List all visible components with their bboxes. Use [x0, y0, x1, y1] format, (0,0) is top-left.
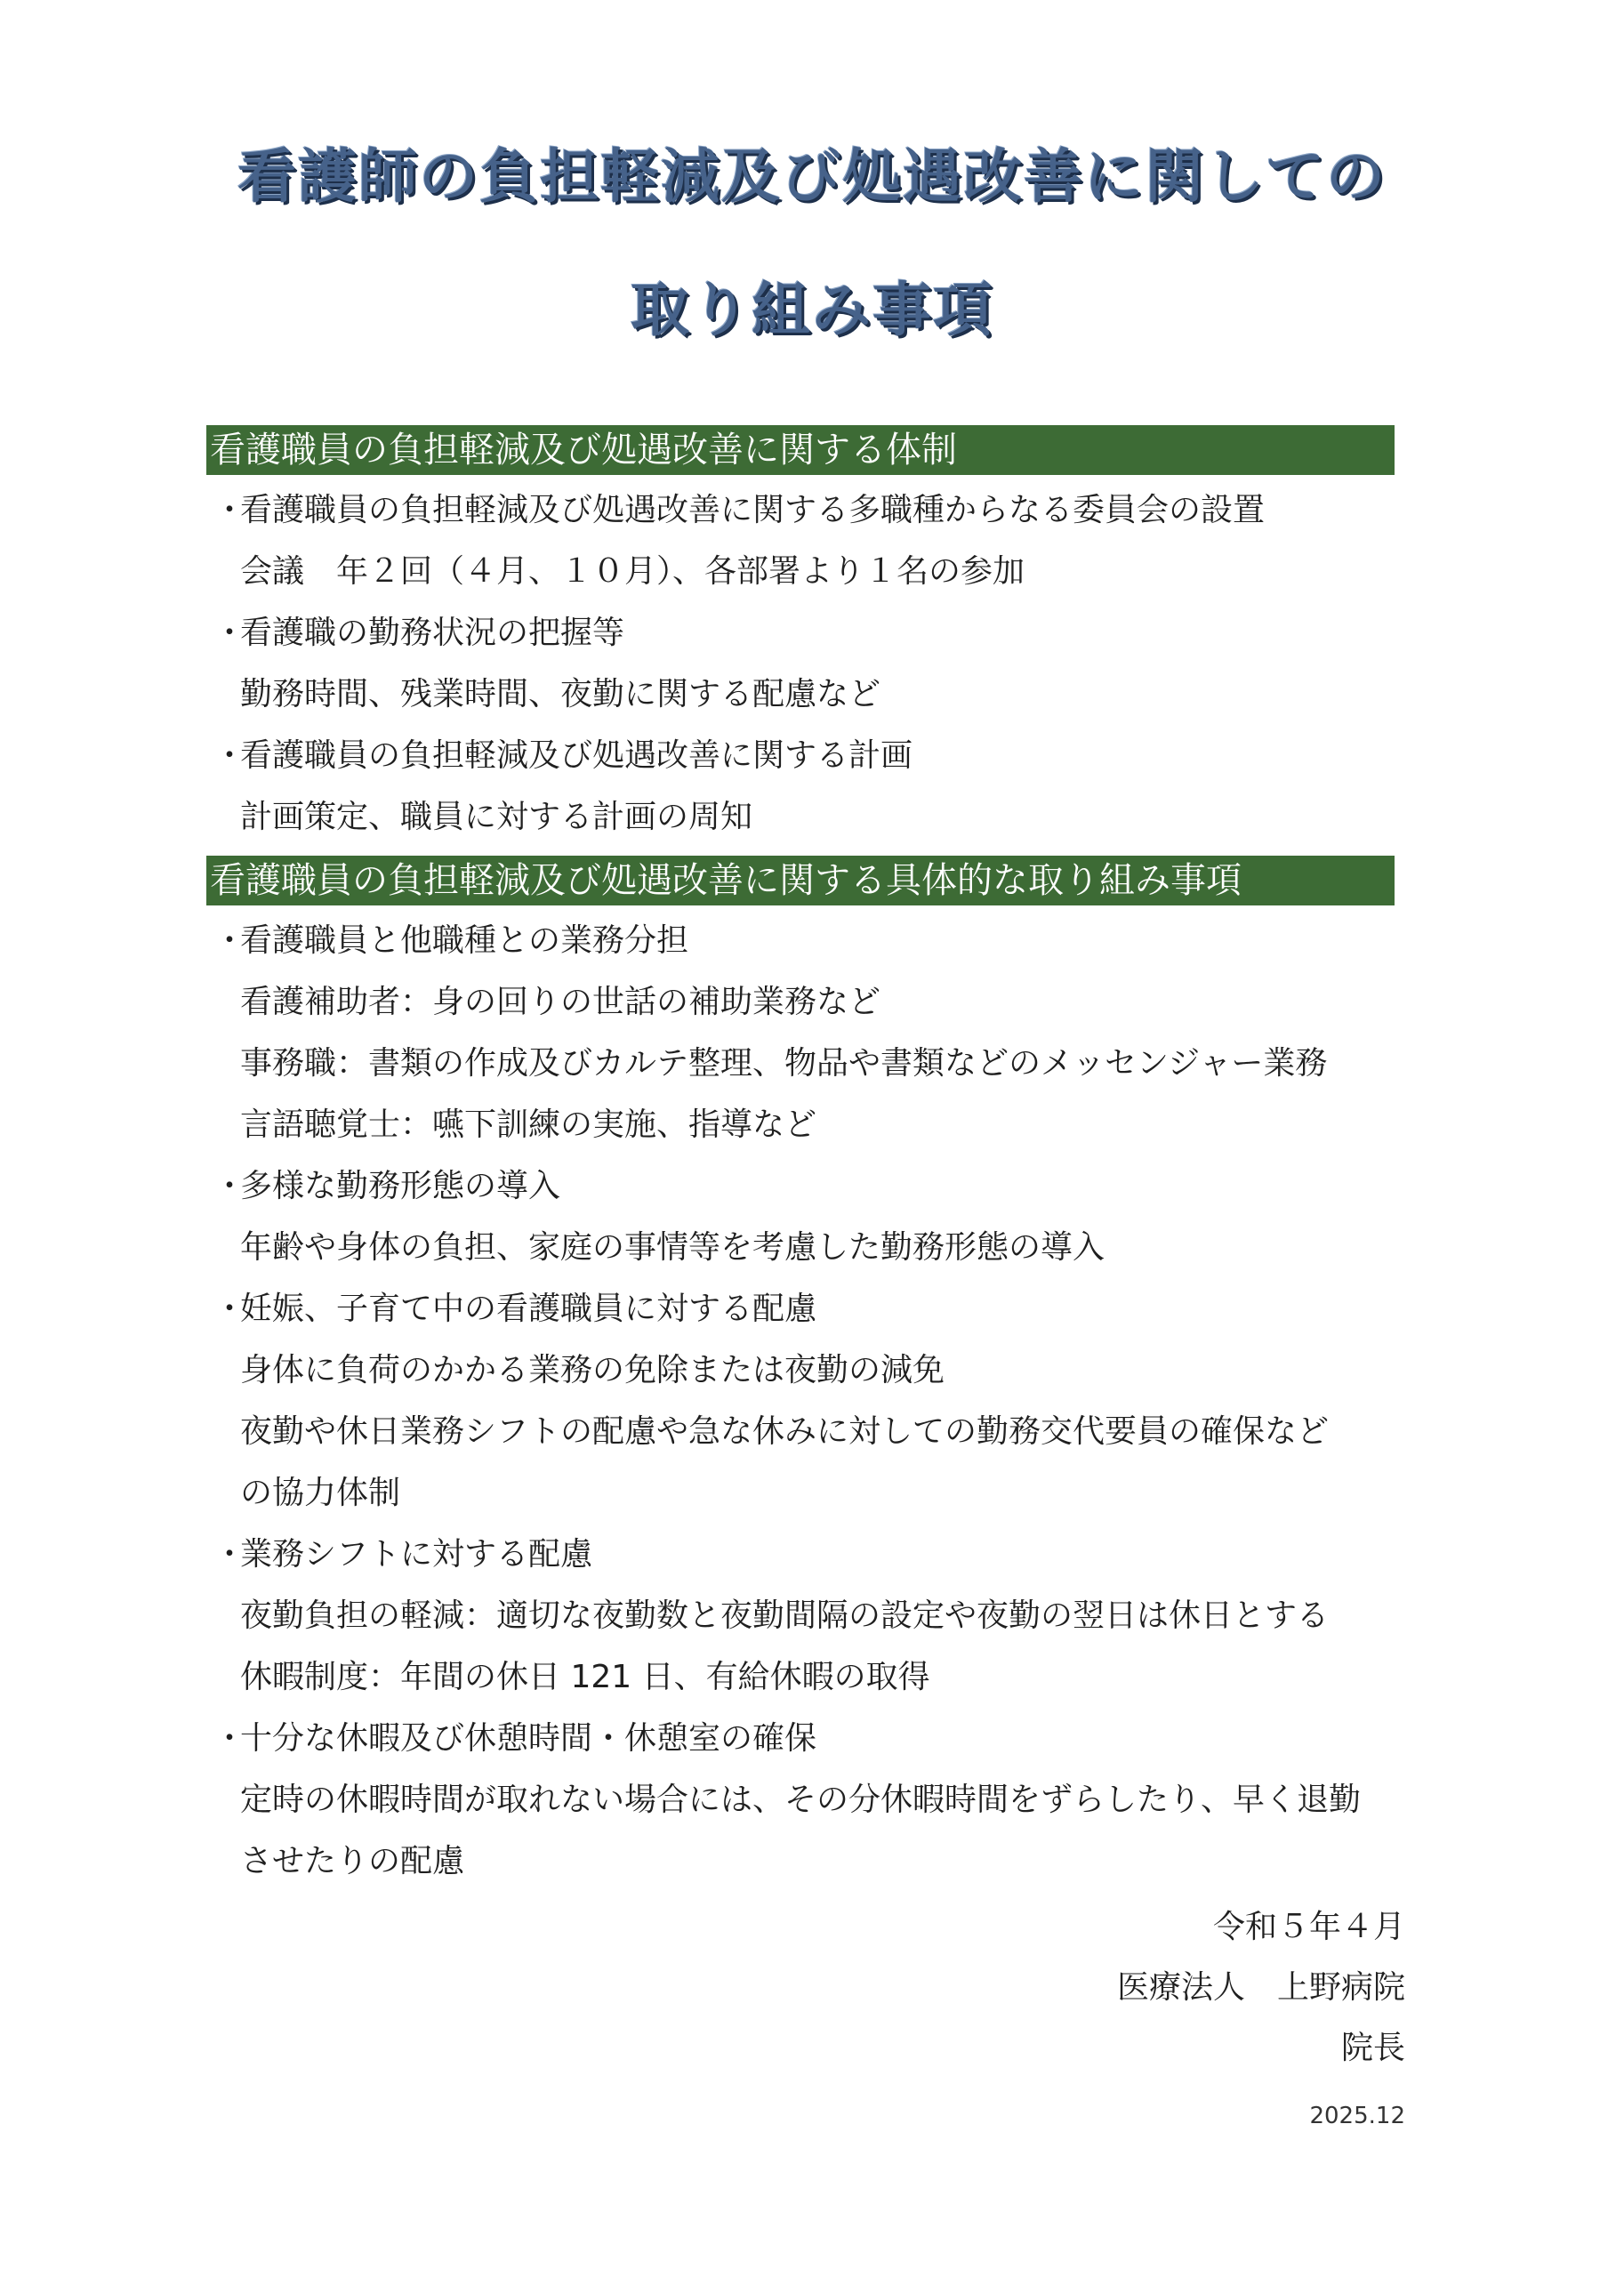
- list-item-text: 看護職員の負担軽減及び処遇改善に関する多職種からなる委員会の設置: [240, 492, 1266, 528]
- list-item-text: 看護職員の負担軽減及び処遇改善に関する計画: [240, 737, 913, 774]
- organization-name: 医療法人 上野病院: [1116, 1969, 1405, 2006]
- bullet-mark: ・: [213, 737, 246, 774]
- list-item-detail: 計画策定、職員に対する計画の周知: [240, 799, 753, 835]
- bullet-mark: ・: [213, 1720, 246, 1757]
- list-item-detail: 夜勤負担の軽減：適切な夜勤数と夜勤間隔の設定や夜勤の翌日は休日とする: [240, 1597, 1330, 1634]
- list-item: [213, 1290, 816, 1329]
- list-item-detail: 看護補助者：身の回りの世話の補助業務など: [240, 984, 881, 1020]
- list-item: [213, 1719, 816, 1758]
- list-item-text: 看護職員と他職種との業務分担: [240, 922, 689, 959]
- list-item-text: 看護職の勤務状況の把握等: [240, 615, 625, 651]
- list-item-detail: 定時の休暇時間が取れない場合には、その分休暇時間をずらしたり、早く退勤: [240, 1782, 1362, 1818]
- bullet-mark: ・: [213, 1291, 246, 1327]
- list-item-detail: 勤務時間、残業時間、夜勤に関する配慮など: [240, 676, 881, 712]
- list-item-detail: させたりの配慮: [240, 1843, 465, 1879]
- document-title-line-2: 取り組み事項: [631, 276, 993, 344]
- bullet-mark: ・: [213, 922, 246, 959]
- bullet-mark: ・: [213, 1536, 246, 1573]
- list-item-detail: 言語聴覚士：嚥下訓練の実施、指導など: [240, 1106, 817, 1143]
- bullet-mark: ・: [213, 1168, 246, 1204]
- signatory-position: 院長: [1340, 2030, 1405, 2066]
- section-heading-initiatives: 看護職員の負担軽減及び処遇改善に関する具体的な取り組み事項: [206, 856, 1395, 905]
- list-item: [213, 1167, 560, 1206]
- list-item: [213, 1535, 592, 1574]
- list-item: [213, 614, 624, 653]
- list-item: [213, 921, 688, 961]
- list-item-detail: 身体に負荷のかかる業務の免除または夜勤の減免: [240, 1352, 945, 1388]
- list-item-text: 妊娠、子育て中の看護職員に対する配慮: [240, 1291, 817, 1327]
- list-item-text: 業務シフトに対する配慮: [240, 1536, 593, 1573]
- revision-date: 2025.12: [1309, 2103, 1405, 2129]
- list-item-text: 十分な休暇及び休憩時間・休憩室の確保: [240, 1720, 817, 1757]
- bullet-mark: ・: [213, 492, 246, 528]
- document-title-line-1: 看護師の負担軽減及び処遇改善に関しての: [237, 142, 1387, 211]
- list-item: [213, 491, 1265, 530]
- section-heading-system: 看護職員の負担軽減及び処遇改善に関する体制: [206, 425, 1395, 475]
- bullet-mark: ・: [213, 615, 246, 651]
- list-item-detail: 事務職：書類の作成及びカルテ整理、物品や書類などのメッセンジャー業務: [240, 1045, 1328, 1082]
- list-item-detail: 年齢や身体の負担、家庭の事情等を考慮した勤務形態の導入: [240, 1229, 1105, 1266]
- list-item: [213, 736, 912, 776]
- list-item-detail: 休暇制度：年間の休日 121 日、有給休暇の取得: [240, 1659, 930, 1695]
- issue-date: 令和５年４月: [1212, 1909, 1405, 1945]
- list-item-detail: の協力体制: [240, 1475, 401, 1511]
- list-item-detail: 会議 年２回（４月、１０月）、各部署より１名の参加: [240, 553, 1025, 590]
- list-item-text: 多様な勤務形態の導入: [240, 1168, 561, 1204]
- list-item-detail: 夜勤や休日業務シフトの配慮や急な休みに対しての勤務交代要員の確保など: [240, 1413, 1330, 1450]
